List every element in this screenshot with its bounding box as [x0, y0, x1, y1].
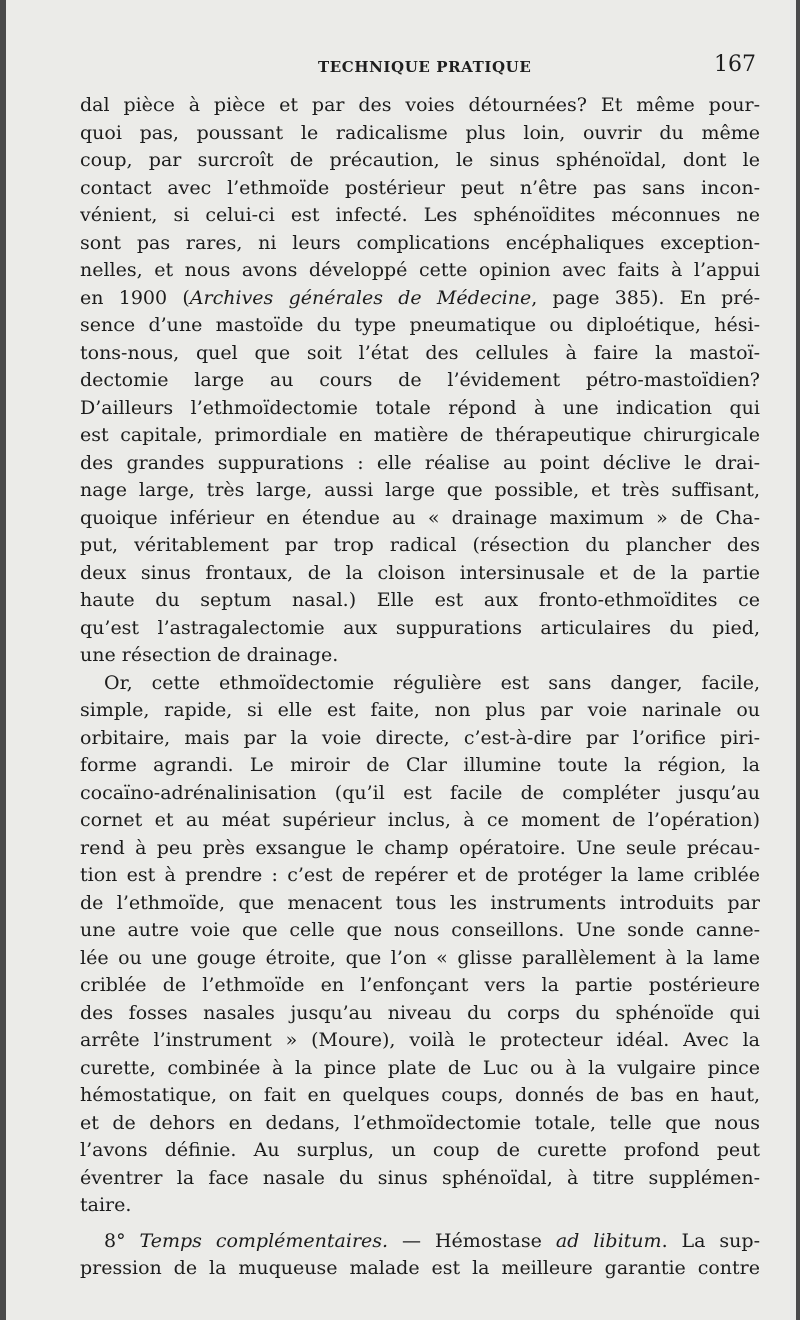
text-line: coup, par surcroît de précaution, le sinus sphénoïdal, dont le — [80, 149, 760, 171]
text-line: orbitaire, mais par la voie directe, c’est-à-dire par l’orifice piri- — [80, 726, 760, 749]
text-line: éventrer la face nasale du sinus sphénoïdal, à titre supplémen- — [80, 1166, 760, 1189]
text-line: contact avec l’ethmoïde postérieur peut n’être pas sans incon- — [80, 176, 760, 199]
body-text — [80, 92, 760, 1283]
text-line: deux sinus frontaux, de la cloison intersinusale et de la partie — [80, 561, 760, 584]
text-line: haute du septum nasal.) Elle est aux fronto-ethmoïdites ce — [80, 589, 760, 611]
text-line: une autre voie que celle que nous conseillons. Une sonde canne- — [80, 919, 760, 941]
text-line: pression de la muqueuse malade est la meilleure garantie contre — [80, 1257, 760, 1279]
text-line: qu’est l’astragalectomie aux suppurations articulaires du pied, — [80, 616, 760, 639]
text-line: des grandes suppurations : elle réalise au point déclive le drai- — [80, 451, 760, 474]
section-number: 8° — [104, 1229, 140, 1252]
text-line: rend à peu près exsangue le champ opératoire. Une seule précau- — [80, 836, 760, 859]
text-line: curette, combinée à la pince plate de Luc ou à la vulgaire pince — [80, 1056, 760, 1079]
text-line: hémostatique, on fait en quelques coups, donnés de bas en haut, — [80, 1084, 760, 1106]
text-line: forme agrandi. Le miroir de Clar illumine toute la région, la — [80, 754, 760, 776]
text-line: lée ou une gouge étroite, que l’on « glisse parallèlement à la lame — [80, 946, 760, 969]
text-line: cornet et au méat supérieur inclus, à ce moment de l’opération) — [80, 809, 760, 831]
book-page — [6, 0, 796, 1320]
text-line — [80, 1228, 760, 1256]
page-header — [6, 50, 796, 82]
text-line: tion est à prendre : c’est de repérer et de protéger la lame criblée — [80, 864, 760, 886]
text-segment: — Hémostase — [388, 1229, 556, 1252]
text-line: Or, cette ethmoïdectomie régulière est sans danger, facile, — [104, 671, 760, 694]
text-line: quoique inférieur en étendue au « drainage maximum » de Cha- — [80, 506, 760, 529]
paragraph-gap — [80, 1220, 760, 1228]
text-line: de l’ethmoïde, que menacent tous les instruments introduits par — [80, 891, 760, 914]
italic-phrase: ad libitum — [555, 1229, 662, 1252]
text-line: criblée de l’ethmoïde en l’enfonçant vers la partie postérieure — [80, 974, 760, 996]
text-line: arrête l’instrument » (Moure), voilà le protecteur idéal. Avec la — [80, 1029, 760, 1051]
text-line — [80, 285, 760, 313]
text-segment: , page 385). En pré- — [531, 286, 760, 309]
text-line: l’avons définie. Au surplus, un coup de curette profond peut — [80, 1139, 760, 1161]
text-line: put, véritablement par trop radical (résection du plancher des — [80, 534, 760, 556]
section-title: Temps complémentaires. — [139, 1229, 389, 1252]
text-segment: en 1900 ( — [80, 286, 190, 309]
text-line: dal pièce à pièce et par des voies détournées? Et même pour- — [80, 94, 760, 116]
running-title: TECHNIQUE PRATIQUE — [318, 58, 532, 76]
text-line: D’ailleurs l’ethmoïdectomie totale répond à une indication qui — [80, 396, 760, 419]
text-line: vénient, si celui-ci est infecté. Les sphénoïdites méconnues ne — [80, 204, 760, 226]
page-number: 167 — [714, 52, 756, 77]
journal-title: Archives générales de Médecine — [189, 286, 532, 309]
text-line: taire. — [80, 1194, 132, 1216]
text-line: quoi pas, poussant le radicalisme plus loin, ouvrir du même — [80, 121, 760, 144]
text-line: sont pas rares, ni leurs complications encéphaliques exception- — [80, 231, 760, 254]
text-line: nage large, très large, aussi large que possible, et très suffisant, — [80, 479, 760, 501]
text-line: et de dehors en dedans, l’ethmoïdectomie totale, telle que nous — [80, 1111, 760, 1134]
text-line: une résection de drainage. — [80, 644, 339, 666]
text-line: simple, rapide, si elle est faite, non plus par voie narinale ou — [80, 699, 760, 721]
text-line: cocaïno-adrénalinisation (qu’il est facile de compléter jusqu’au — [80, 781, 760, 804]
text-segment: . La sup- — [661, 1229, 760, 1252]
text-line: dectomie large au cours de l’évidement pétro-mastoïdien? — [80, 369, 760, 391]
text-line: nelles, et nous avons développé cette opinion avec faits à l’appui — [80, 259, 760, 281]
text-line: est capitale, primordiale en matière de thérapeutique chirurgicale — [80, 424, 760, 446]
text-line: sence d’une mastoïde du type pneumatique ou diploétique, hési- — [80, 314, 760, 336]
text-line: des fosses nasales jusqu’au niveau du corps du sphénoïde qui — [80, 1001, 760, 1024]
text-line: tons-nous, quel que soit l’état des cellules à faire la mastoï- — [80, 341, 760, 364]
